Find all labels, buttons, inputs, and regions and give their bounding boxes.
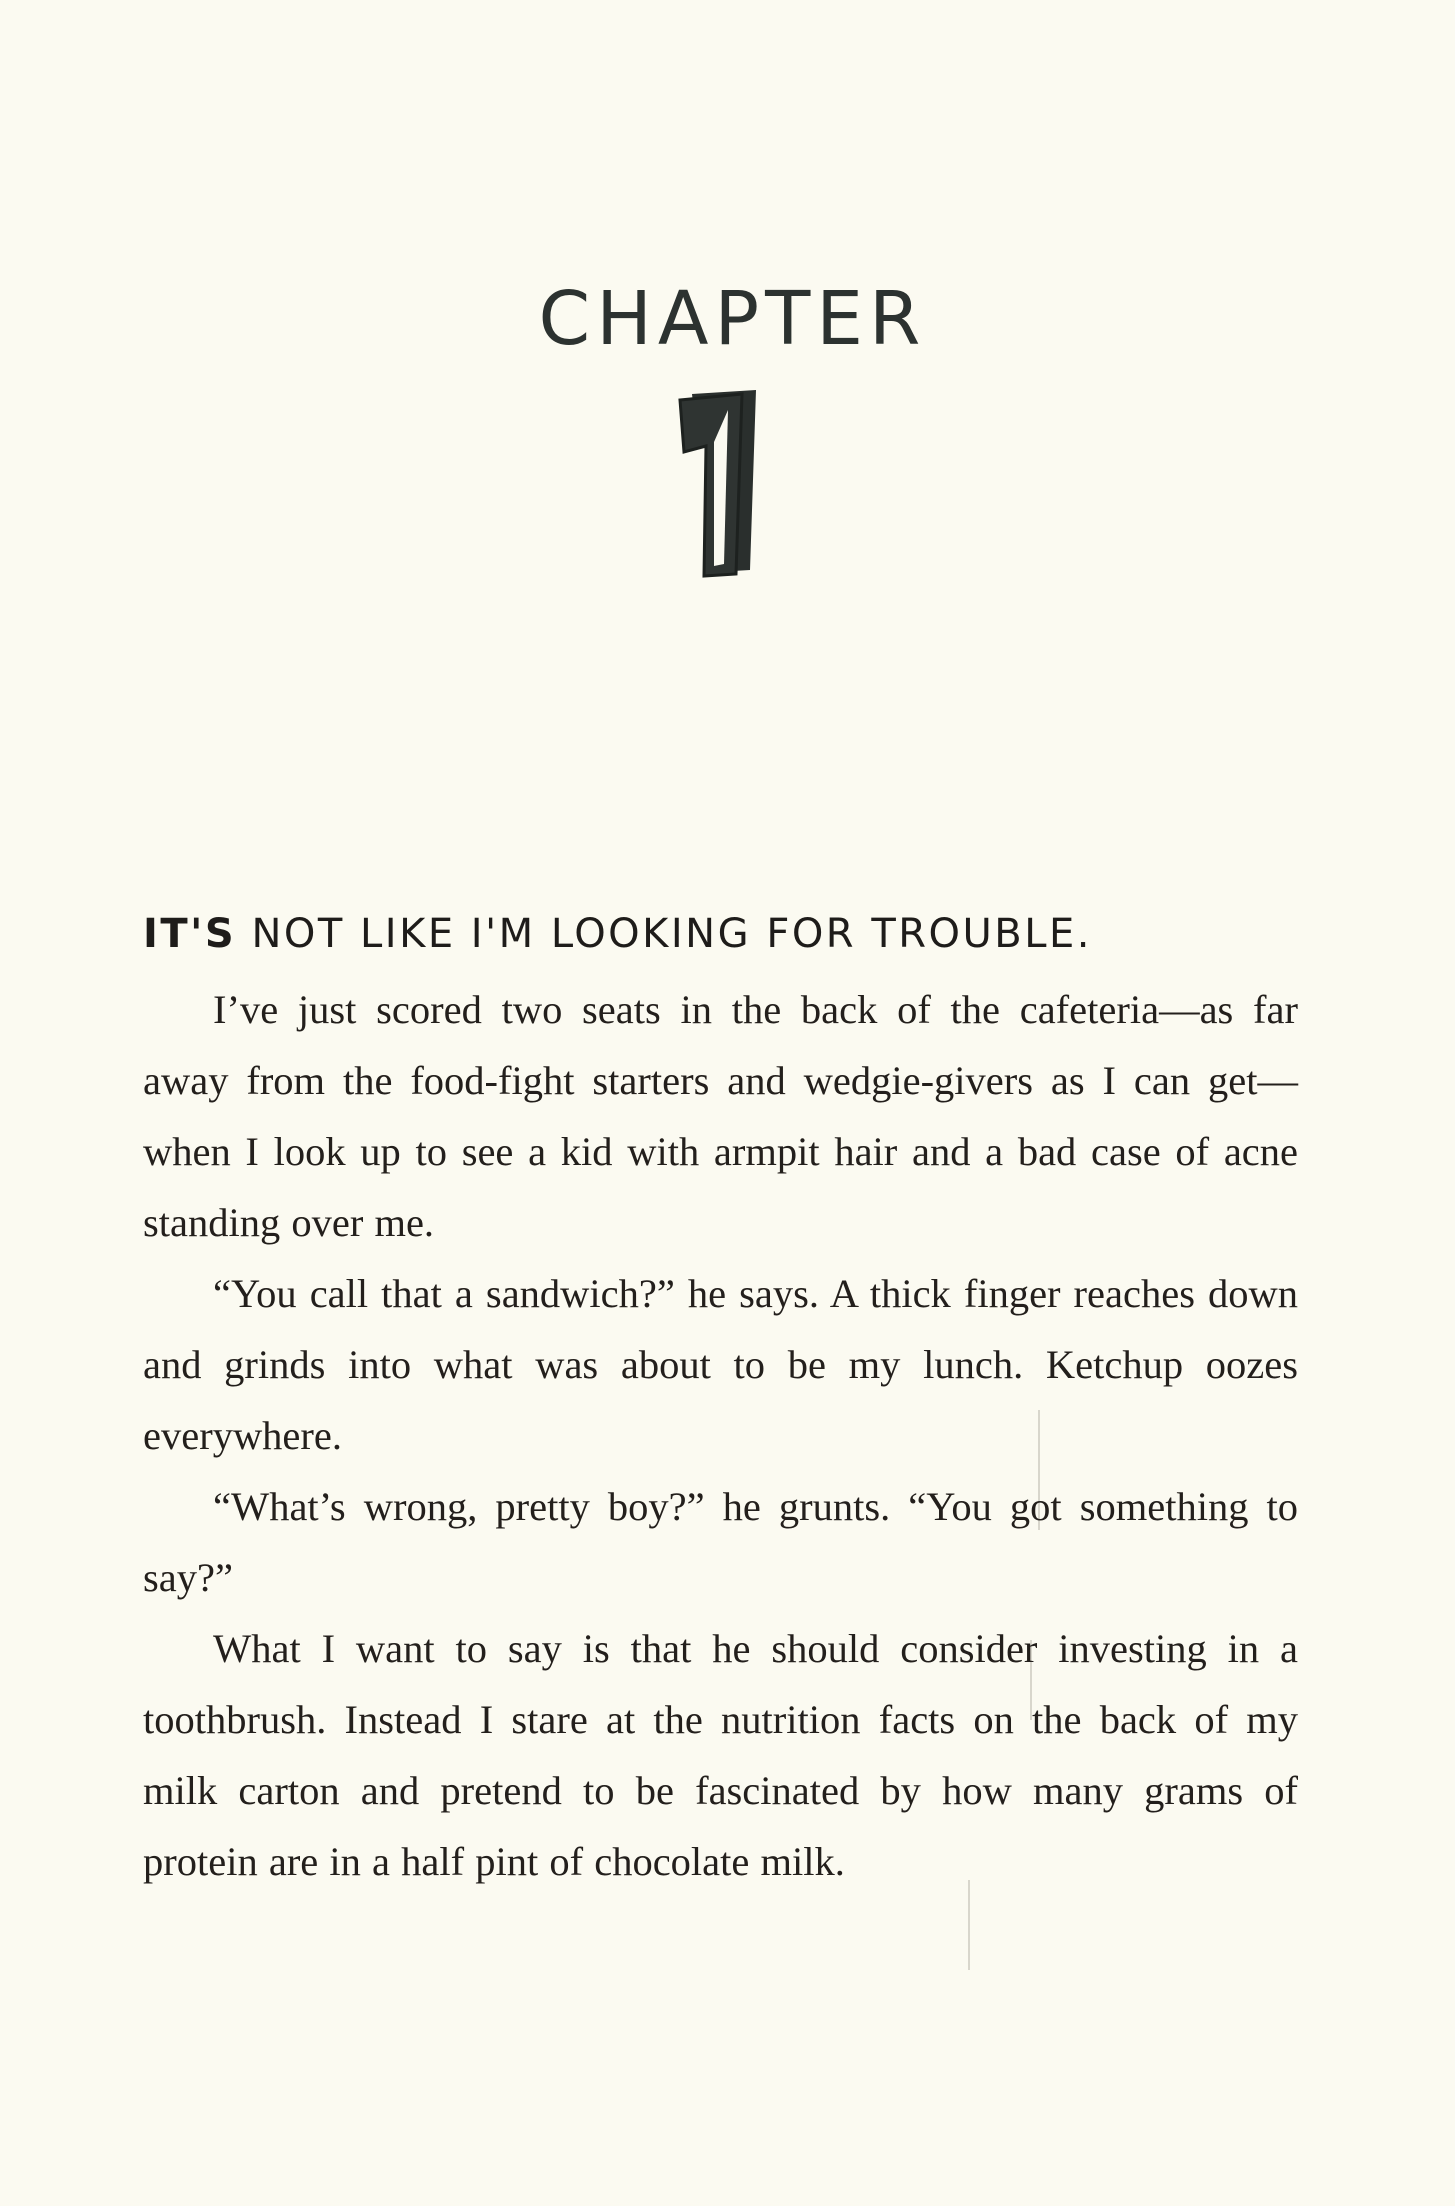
opening-line-bold: IT'S xyxy=(143,911,237,957)
opening-line-rest: NOT LIKE I'M LOOKING FOR TROUBLE. xyxy=(251,911,1093,957)
opening-line xyxy=(143,910,1298,958)
paragraph: “What’s wrong, pretty boy?” he grunts. “You got something to say?” xyxy=(143,1484,1298,1600)
paragraph: I’ve just scored two seats in the back of the cafeteria—as far away from the food-fight starters and wedgie-givers as I can get—when I look up to see a kid with armpit hair and a bad case of acne standing over me. xyxy=(143,987,1298,1245)
chapter-body xyxy=(143,910,1298,1897)
chapter-heading: CHAPTER xyxy=(538,275,927,362)
paragraph: “You call that a sandwich?” he says. A thick finger reaches down and grinds into what was about to be my lunch. Ketchup oozes everywhere. xyxy=(143,1271,1298,1458)
paragraph: What I want to say is that he should consider investing in a toothbrush. Instead I stare at the nutrition facts on the back of my milk carton and pretend to be fascinated by how many grams of protein are in a half pint of chocolate milk. xyxy=(143,1626,1298,1884)
chapter-number xyxy=(670,382,770,582)
